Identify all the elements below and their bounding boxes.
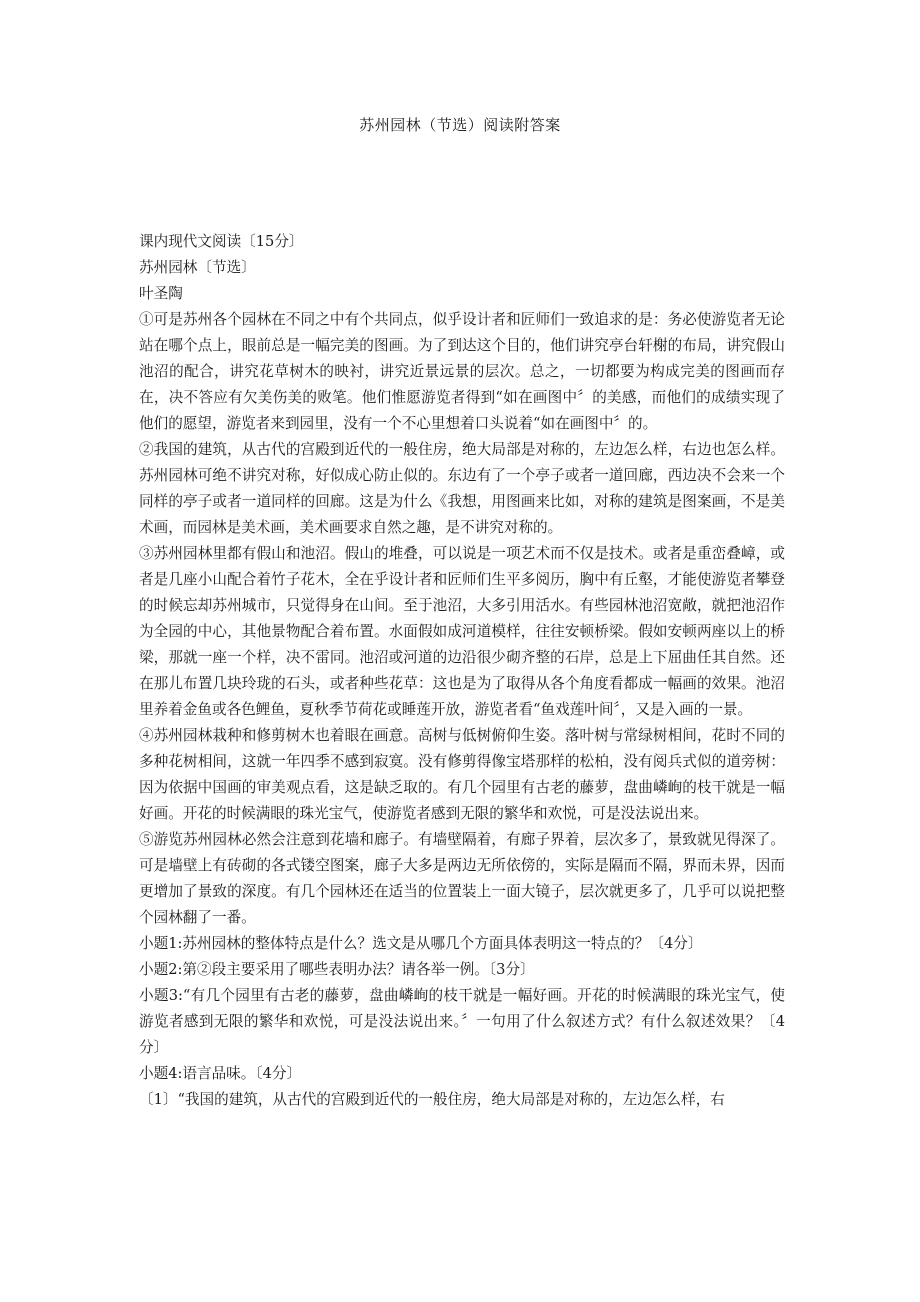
section-heading: 课内现代文阅读〔15分〕 <box>139 233 304 250</box>
question-4: 小题4:语言品味。〔4分〕 <box>139 1065 302 1082</box>
paragraph-2: ②我国的建筑，从古代的宫殿到近代的一般住房，绝大局部是对称的，左边怎么样，右边也怎么样。苏州园林可绝不讲究对称，好似成心防止似的。东边有了一个亭子或者一道回廊，西边决不会来一个同样的亭子或者一道同样的回廊。这是为什么《我想，用图画来比如，对称的建筑是图案画，不是美术画，而园林是美术画，美术画要求自然之趣，是不讲究对称的。 <box>139 441 785 536</box>
paragraph-1: ①可是苏州各个园林在不同之中有个共同点，似乎设计者和匠师们一致追求的是：务必使游览者无论站在哪个点上，眼前总是一幅完美的图画。为了到达这个目的，他们讲究亭台轩榭的布局，讲究假山池沼的配合，讲究花草树木的映衬，讲究近景远景的层次。总之，一切都要为构成完美的图画而存在，决不答应有欠美伤美的败笔。他们惟愿游览者得到“如在画图中〞的美感，而他们的成绩实现了他们的愿望，游览者来到园里，没有一个不心里想着口头说着“如在画图中〞的。 <box>139 311 785 432</box>
article-title: 苏州园林〔节选〕 <box>139 259 256 276</box>
paragraph-4: ④苏州园林栽种和修剪树木也着眼在画意。高树与低树俯仰生姿。落叶树与常绿树相间，花时不同的多种花树相间，这就一年四季不感到寂寞。没有修剪得像宝塔那样的松柏，没有阅兵式似的道旁树：因为依据中国画的审美观点看，这是缺乏取的。有几个园里有古老的藤萝，盘曲嶙峋的枝干就是一幅好画。开花的时候满眼的珠光宝气，使游览者感到无限的繁华和欢悦，可是没法说出来。 <box>139 727 785 822</box>
document-body <box>139 229 785 1113</box>
question-4-part-1: 〔1〕“我国的建筑，从古代的宫殿到近代的一般住房，绝大局部是对称的，左边怎么样，右 <box>139 1091 725 1108</box>
question-3: 小题3:“有几个园里有古老的藤萝，盘曲嶙峋的枝干就是一幅好画。开花的时候满眼的珠光宝气，使游览者感到无限的繁华和欢悦，可是没法说出来。〞一句用了什么叙述方式？有什么叙述效果？〔4分〕 <box>139 987 785 1056</box>
question-2: 小题2:第②段主要采用了哪些表明办法？请各举一例。〔3分〕 <box>139 961 535 978</box>
document-title: 苏州园林（节选）阅读附答案 <box>359 116 561 134</box>
article-author: 叶圣陶 <box>139 285 183 302</box>
paragraph-3: ③苏州园林里都有假山和池沼。假山的堆叠，可以说是一项艺术而不仅是技术。或者是重峦叠嶂，或者是几座小山配合着竹子花木，全在乎设计者和匠师们生平多阅历，胸中有丘壑，才能使游览者攀登的时候忘却苏州城市，只觉得身在山间。至于池沼，大多引用活水。有些园林池沼宽敞，就把池沼作为全园的中心，其他景物配合着布置。水面假如成河道模样，往往安顿桥梁。假如安顿两座以上的桥梁，那就一座一个样，决不雷同。池沼或河道的边沿很少砌齐整的石岸，总是上下屈曲任其自然。还在那儿布置几块玲珑的石头，或者种些花草：这也是为了取得从各个角度看都成一幅画的效果。池沼里养着金鱼或各色鲤鱼，夏秋季节荷花或睡莲开放，游览者看“鱼戏莲叶间〞，又是入画的一景。 <box>139 545 785 718</box>
question-1: 小题1:苏州园林的整体特点是什么？选文是从哪几个方面具体表明这一特点的？〔4分〕 <box>139 935 703 952</box>
paragraph-5: ⑤游览苏州园林必然会注意到花墙和廊子。有墙壁隔着，有廊子界着，层次多了，景致就见得深了。可是墙壁上有砖砌的各式镂空图案，廊子大多是两边无所依傍的，实际是隔而不隔，界而未界，因而更增加了景致的深度。有几个园林还在适当的位置装上一面大镜子，层次就更多了，几乎可以说把整个园林翻了一番。 <box>139 831 785 926</box>
